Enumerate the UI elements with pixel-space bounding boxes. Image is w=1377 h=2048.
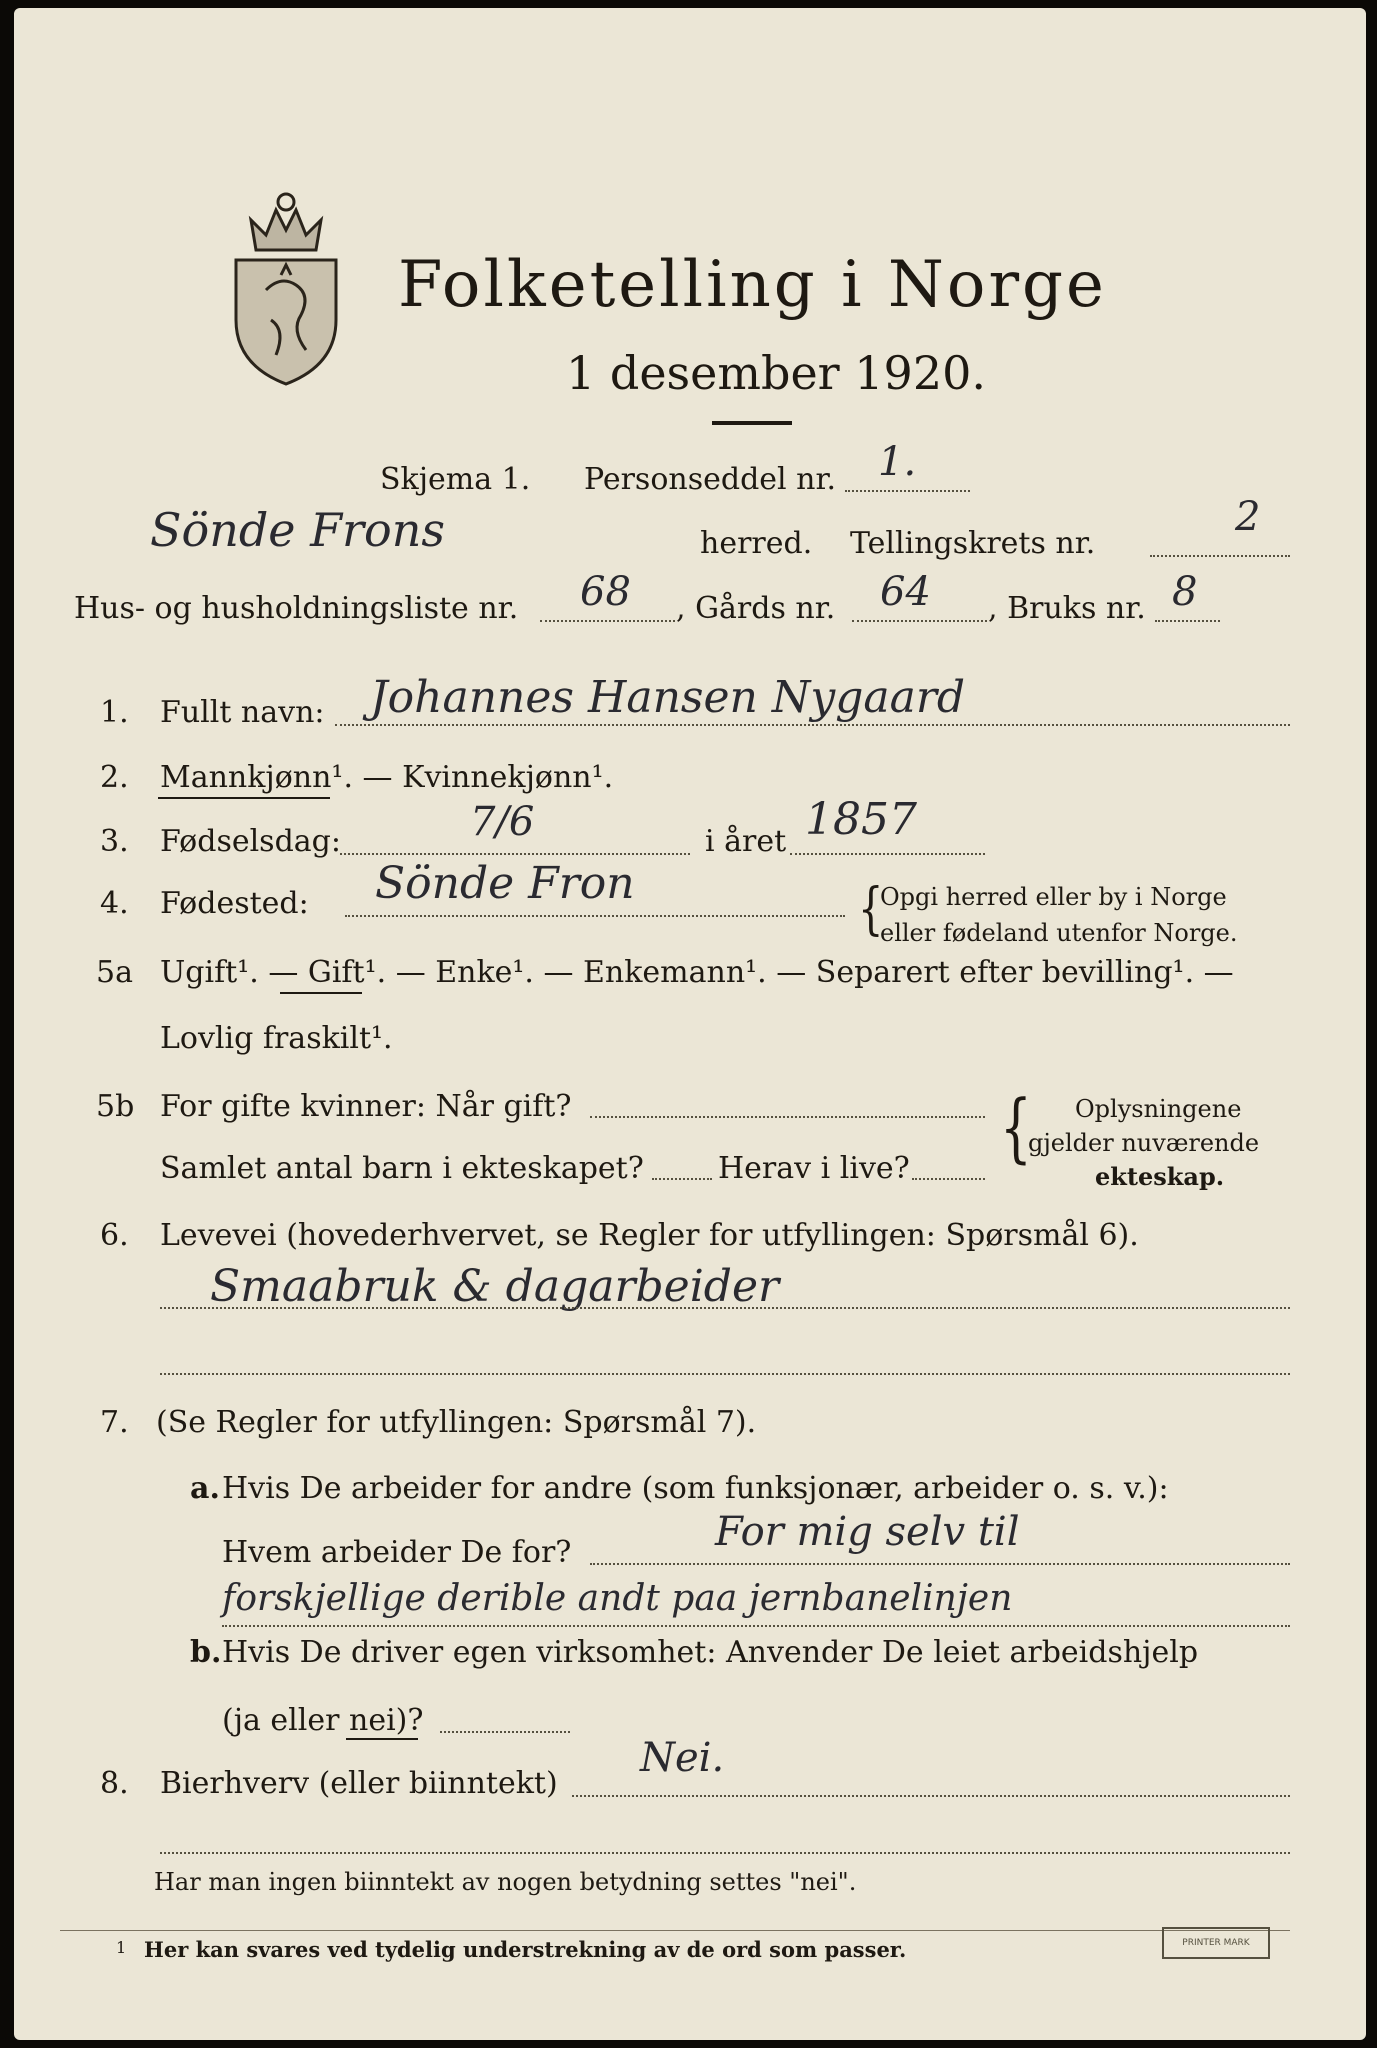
footnote-text: Her kan svares ved tydelig understrekning av de ord som passer. bbox=[144, 1937, 907, 1962]
q7a-line1: Hvis De arbeider for andre (som funksjonær, arbeider o. s. v.): bbox=[222, 1471, 1169, 1506]
q4-line bbox=[345, 915, 845, 917]
q5b-brace: { bbox=[1000, 1084, 1032, 1172]
q4-note-line1: Opgi herred eller by i Norge bbox=[880, 883, 1227, 911]
q3-year-value: 1857 bbox=[805, 794, 917, 845]
q5b-note-line2: gjelder nuværende bbox=[1028, 1129, 1260, 1157]
q7a-value2: forskjellige derible andt paa jernbanelinjen bbox=[222, 1578, 1013, 1619]
q7a-line2: Hvem arbeider De for? bbox=[222, 1535, 572, 1570]
personseddel-line bbox=[845, 490, 970, 492]
gards-line bbox=[852, 620, 987, 622]
q5b-children-label: Samlet antal barn i ekteskapet? bbox=[160, 1151, 644, 1186]
q6-line2 bbox=[160, 1373, 1290, 1375]
q5b-alive-label: Herav i live? bbox=[718, 1151, 910, 1186]
q6-number: 6. bbox=[100, 1218, 129, 1253]
bruks-value: 8 bbox=[1172, 569, 1198, 615]
q7b-underline-nei bbox=[346, 1738, 418, 1740]
tellingskrets-label: Tellingskrets nr. bbox=[850, 526, 1096, 561]
personseddel-value: 1. bbox=[878, 439, 917, 485]
q3-label: Fødselsdag: bbox=[160, 824, 341, 859]
biinntekt-note: Har man ingen biinntekt av nogen betydning settes "nei". bbox=[154, 1868, 857, 1896]
q7a-line-second bbox=[222, 1625, 1290, 1627]
tellingskrets-value: 2 bbox=[1235, 494, 1261, 540]
footnote-mark: 1 bbox=[116, 1938, 127, 1957]
q5b-note-line1: Oplysningene bbox=[1075, 1095, 1242, 1123]
q1-number: 1. bbox=[100, 695, 129, 730]
q5a-underline-gift bbox=[280, 992, 362, 994]
gards-label: , Gårds nr. bbox=[676, 591, 836, 626]
q5b-number: 5b bbox=[96, 1089, 135, 1124]
q5a-number: 5a bbox=[96, 955, 133, 990]
hus-value: 68 bbox=[580, 569, 631, 615]
q3-day-line bbox=[340, 853, 690, 855]
q4-brace: { bbox=[858, 877, 884, 943]
herred-value: Sönde Frons bbox=[150, 503, 445, 557]
q7a-line-first bbox=[590, 1563, 1290, 1565]
herred-label: herred. bbox=[700, 526, 813, 561]
q2-label: Mannkjønn¹. — Kvinnekjønn¹. bbox=[160, 760, 614, 795]
q8-value: Nei. bbox=[640, 1735, 725, 1781]
q5a-line1: Ugift¹. — Gift¹. — Enke¹. — Enkemann¹. — Separert efter bevilling¹. — bbox=[160, 955, 1234, 990]
q7a-letter: a. bbox=[190, 1471, 220, 1506]
skjema-label: Skjema 1. bbox=[380, 462, 531, 497]
norwegian-lion-coat-of-arms-icon bbox=[226, 180, 346, 386]
q2-underline-mann bbox=[158, 797, 330, 799]
tellingskrets-line bbox=[1150, 555, 1290, 557]
q8-label: Bierhverv (eller biinntekt) bbox=[160, 1766, 558, 1801]
q4-note-line2: eller fødeland utenfor Norge. bbox=[880, 919, 1238, 947]
q1-line bbox=[335, 724, 1290, 726]
q5b-alive-line bbox=[912, 1178, 985, 1180]
hus-label: Hus- og husholdningsliste nr. bbox=[74, 591, 519, 626]
q1-value: Johannes Hansen Nygaard bbox=[370, 672, 966, 723]
q7b-line2: (ja eller nei)? bbox=[222, 1703, 424, 1738]
q6-line1 bbox=[160, 1307, 1290, 1309]
q7a-value1: For mig selv til bbox=[715, 1509, 1020, 1555]
q7-number: 7. bbox=[100, 1405, 129, 1440]
census-date: 1 desember 1920. bbox=[566, 346, 986, 400]
q8-number: 8. bbox=[100, 1766, 129, 1801]
q5b-children-line bbox=[652, 1178, 712, 1180]
q3-day-value: 7/6 bbox=[470, 799, 535, 845]
footnote-divider bbox=[60, 1930, 1290, 1931]
q5a-line2: Lovlig fraskilt¹. bbox=[160, 1021, 393, 1056]
hus-line bbox=[540, 620, 675, 622]
q8-line2 bbox=[160, 1852, 1290, 1854]
q7b-letter: b. bbox=[190, 1635, 222, 1670]
bruks-label: , Bruks nr. bbox=[988, 591, 1146, 626]
q6-value: Smaabruk & dagarbeider bbox=[210, 1261, 780, 1312]
title-divider bbox=[712, 421, 792, 425]
q4-value: Sönde Fron bbox=[375, 858, 635, 909]
q3-number: 3. bbox=[100, 824, 129, 859]
bruks-line bbox=[1155, 620, 1220, 622]
q7b-line1: Hvis De driver egen virksomhet: Anvender De leiet arbeidshjelp bbox=[222, 1635, 1199, 1670]
q4-label: Fødested: bbox=[160, 886, 309, 921]
q5b-note-line3: ekteskap. bbox=[1095, 1162, 1225, 1191]
q1-label: Fullt navn: bbox=[160, 695, 325, 730]
q5b-when-line bbox=[590, 1116, 985, 1118]
gards-value: 64 bbox=[880, 569, 931, 615]
q6-label: Levevei (hovederhvervet, se Regler for utfyllingen: Spørsmål 6). bbox=[160, 1218, 1139, 1253]
form-title: Folketelling i Norge bbox=[398, 248, 1107, 322]
q7-label: (Se Regler for utfyllingen: Spørsmål 7). bbox=[156, 1405, 757, 1440]
q2-number: 2. bbox=[100, 760, 129, 795]
personseddel-label: Personseddel nr. bbox=[584, 462, 837, 497]
q5b-line1: For gifte kvinner: Når gift? bbox=[160, 1089, 572, 1124]
q3-year-line bbox=[790, 853, 985, 855]
q8-line1 bbox=[572, 1795, 1290, 1797]
q4-number: 4. bbox=[100, 886, 129, 921]
printer-stamp: PRINTER MARK bbox=[1162, 1927, 1270, 1959]
q7b-line bbox=[440, 1731, 570, 1733]
q3-year-label: i året bbox=[705, 824, 787, 859]
